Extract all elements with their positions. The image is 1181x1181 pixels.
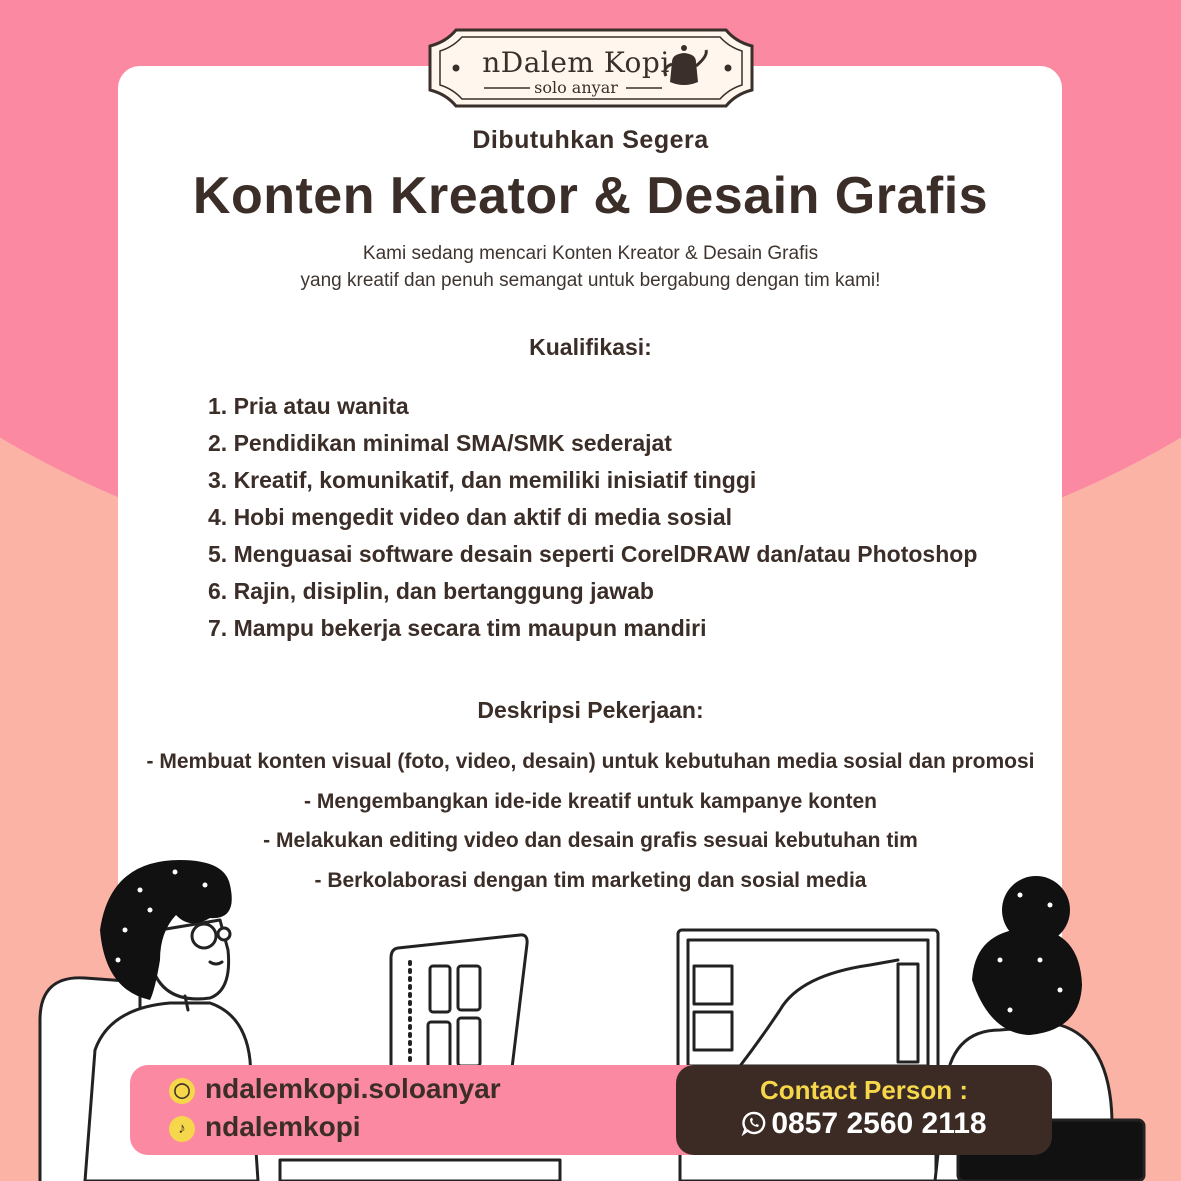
social-bar xyxy=(130,1065,710,1155)
contact-phone-link[interactable] xyxy=(676,1107,1052,1141)
intro-text xyxy=(0,240,1181,294)
qualifications-list xyxy=(208,388,977,647)
urgent-subtitle: Dibutuhkan Segera xyxy=(472,126,709,154)
brand-logo xyxy=(426,26,756,110)
contact-box xyxy=(676,1065,1052,1155)
brand-subtitle: solo anyar xyxy=(534,78,618,97)
job-description-item: - Membuat konten visual (foto, video, desain) untuk kebutuhan media sosial dan promosi xyxy=(146,750,1035,773)
contact-label: Contact Person : xyxy=(759,1075,969,1105)
qualification-item: 7. Mampu bekerja secara tim maupun mandiri xyxy=(208,615,707,641)
qualification-item: 1. Pria atau wanita xyxy=(208,393,409,419)
qualification-item: 2. Pendidikan minimal SMA/SMK sederajat xyxy=(208,430,672,456)
qualification-item: 4. Hobi mengedit video dan aktif di media sosial xyxy=(208,504,733,530)
intro-line-1: Kami sedang mencari Konten Kreator & Desain Grafis xyxy=(362,243,819,264)
qualification-item: 3. Kreatif, komunikatif, dan memiliki inisiatif tinggi xyxy=(208,467,757,493)
page-title: Konten Kreator & Desain Grafis xyxy=(192,167,989,225)
instagram-handle: ndalemkopi.soloanyar xyxy=(205,1073,501,1104)
tiktok-link[interactable] xyxy=(178,1111,361,1143)
tiktok-icon: ♪ xyxy=(169,1116,195,1142)
job-description-item: - Melakukan editing video dan desain grafis sesuai kebutuhan tim xyxy=(263,829,918,852)
whatsapp-icon xyxy=(741,1110,767,1136)
intro-line-2: yang kreatif dan penuh semangat untuk bergabung dengan tim kami! xyxy=(300,270,881,291)
job-description-item: - Mengembangkan ide-ide kreatif untuk kampanye konten xyxy=(304,789,877,813)
qualifications-title: Kualifikasi: xyxy=(529,334,652,360)
qualification-item: 5. Menguasai software desain seperti CorelDRAW dan/atau Photoshop xyxy=(208,541,978,567)
contact-phone: 0857 2560 2118 xyxy=(771,1107,987,1140)
job-description-title: Deskripsi Pekerjaan: xyxy=(477,697,704,723)
brand-name: nDalem Kopi xyxy=(482,46,670,79)
instagram-link[interactable] xyxy=(173,1073,501,1105)
tiktok-handle: ndalemkopi xyxy=(205,1111,361,1142)
instagram-icon: ◯ xyxy=(169,1078,195,1104)
job-description-item: - Berkolaborasi dengan tim marketing dan sosial media xyxy=(314,868,867,892)
qualification-item: 6. Rajin, disiplin, dan bertanggung jawab xyxy=(208,578,654,604)
